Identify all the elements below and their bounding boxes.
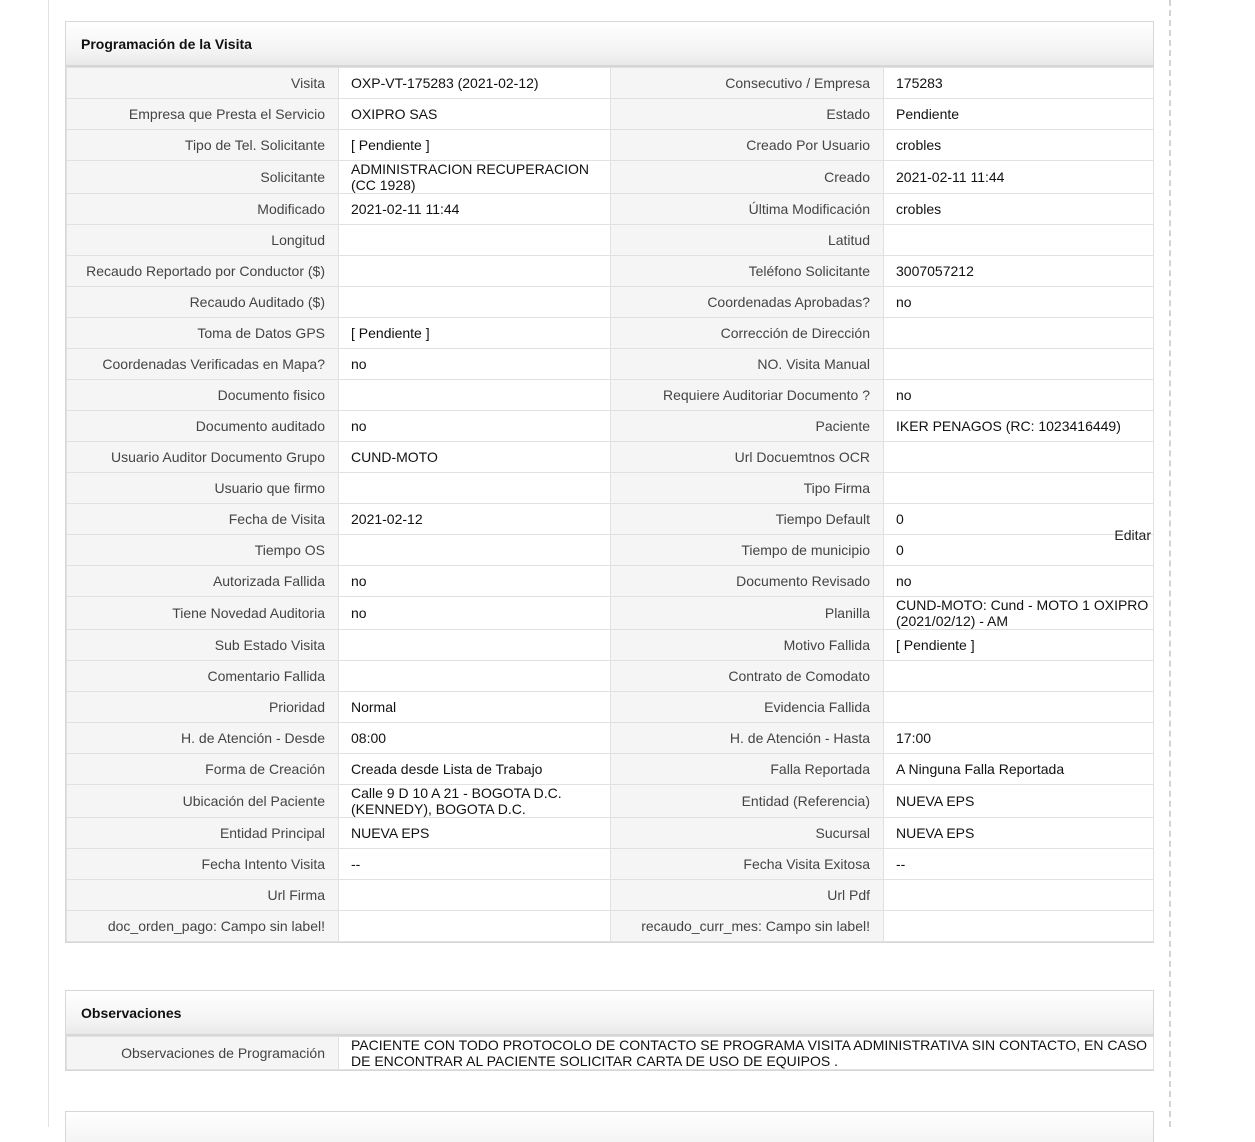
field-value: no — [884, 566, 1154, 597]
field-label: Longitud — [67, 225, 339, 256]
field-value: [ Pendiente ] — [339, 130, 611, 161]
field-value — [884, 225, 1154, 256]
field-value — [884, 318, 1154, 349]
field-value — [339, 911, 611, 942]
detail-row — [67, 130, 1154, 161]
field-label: Documento Revisado — [611, 566, 884, 597]
detail-row — [67, 597, 1154, 630]
detail-row — [67, 287, 1154, 318]
field-label: Usuario Auditor Documento Grupo — [67, 442, 339, 473]
field-value: 0 — [896, 542, 904, 558]
field-value: 08:00 — [339, 723, 611, 754]
field-label: Visita — [67, 68, 339, 99]
field-label: Fecha Visita Exitosa — [611, 849, 884, 880]
field-label: Empresa que Presta el Servicio — [67, 99, 339, 130]
field-label: Planilla — [611, 597, 884, 630]
field-label: Documento fisico — [67, 380, 339, 411]
field-label: NO. Visita Manual — [611, 349, 884, 380]
field-label: Documento auditado — [67, 411, 339, 442]
visit-programming-panel — [65, 21, 1154, 943]
field-value: A Ninguna Falla Reportada — [884, 754, 1154, 785]
detail-row — [67, 661, 1154, 692]
detail-row — [67, 256, 1154, 287]
field-value — [339, 535, 611, 566]
field-value: no — [339, 349, 611, 380]
field-value: OXP-VT-175283 (2021-02-12) — [339, 68, 611, 99]
visit-panel-title: Programación de la Visita — [66, 22, 1153, 67]
field-label: Tiempo Default — [611, 504, 884, 535]
field-value: Calle 9 D 10 A 21 - BOGOTA D.C. (KENNEDY), BOGOTA D.C. — [339, 785, 611, 818]
field-label: Teléfono Solicitante — [611, 256, 884, 287]
field-label: Solicitante — [67, 161, 339, 194]
field-label: Entidad Principal — [67, 818, 339, 849]
detail-row — [67, 442, 1154, 473]
field-value: CUND-MOTO — [339, 442, 611, 473]
field-label: Evidencia Fallida — [611, 692, 884, 723]
field-label: Estado — [611, 99, 884, 130]
field-value — [884, 527, 1154, 566]
detail-row — [67, 818, 1154, 849]
page-left-border — [48, 0, 49, 1127]
field-value: Creada desde Lista de Trabajo — [339, 754, 611, 785]
edit-link[interactable]: Editar — [1114, 527, 1151, 543]
field-label: Falla Reportada — [611, 754, 884, 785]
field-label: Usuario que firmo — [67, 473, 339, 504]
field-value: Pendiente — [884, 99, 1154, 130]
field-value: [ Pendiente ] — [339, 318, 611, 349]
field-value — [339, 225, 611, 256]
field-label: Tiene Novedad Auditoria — [67, 597, 339, 630]
detail-row — [67, 849, 1154, 880]
field-value: crobles — [884, 130, 1154, 161]
field-value — [339, 287, 611, 318]
field-label: Motivo Fallida — [611, 630, 884, 661]
field-label: Coordenadas Aprobadas? — [611, 287, 884, 318]
field-value: -- — [884, 849, 1154, 880]
field-value: 0 — [884, 504, 1154, 535]
field-value: no — [339, 597, 611, 630]
field-value — [884, 692, 1154, 723]
field-value — [339, 661, 611, 692]
detail-row — [67, 504, 1154, 535]
detail-row — [67, 754, 1154, 785]
detail-row — [67, 68, 1154, 99]
field-label: Latitud — [611, 225, 884, 256]
next-panel-header — [66, 1112, 1153, 1142]
detail-row — [67, 411, 1154, 442]
field-label: Corrección de Dirección — [611, 318, 884, 349]
detail-row — [67, 911, 1154, 942]
detail-row — [67, 566, 1154, 597]
visit-details-table — [66, 67, 1154, 942]
field-label: Url Pdf — [611, 880, 884, 911]
observations-panel — [65, 990, 1154, 1071]
field-value — [884, 473, 1154, 504]
field-value — [884, 661, 1154, 692]
field-label: Fecha Intento Visita — [67, 849, 339, 880]
field-label: recaudo_curr_mes: Campo sin label! — [611, 911, 884, 942]
field-label: Url Docuemtnos OCR — [611, 442, 884, 473]
field-label: H. de Atención - Desde — [67, 723, 339, 754]
field-value: -- — [339, 849, 611, 880]
detail-row — [67, 692, 1154, 723]
field-value: 2021-02-11 11:44 — [339, 194, 611, 225]
field-label: Recaudo Reportado por Conductor ($) — [67, 256, 339, 287]
observations-table — [66, 1036, 1154, 1070]
field-label: Requiere Auditoriar Documento ? — [611, 380, 884, 411]
field-label: Tipo de Tel. Solicitante — [67, 130, 339, 161]
field-value — [339, 473, 611, 504]
field-label: Sub Estado Visita — [67, 630, 339, 661]
field-label: Tiempo OS — [67, 535, 339, 566]
detail-row — [67, 318, 1154, 349]
field-label: Tipo Firma — [611, 473, 884, 504]
detail-row — [67, 535, 1154, 566]
field-label: Comentario Fallida — [67, 661, 339, 692]
field-label: Coordenadas Verificadas en Mapa? — [67, 349, 339, 380]
field-value — [884, 911, 1154, 942]
field-value — [884, 349, 1154, 380]
field-label: Creado Por Usuario — [611, 130, 884, 161]
field-value: crobles — [884, 194, 1154, 225]
field-value: 3007057212 — [884, 256, 1154, 287]
field-label: H. de Atención - Hasta — [611, 723, 884, 754]
field-value: OXIPRO SAS — [339, 99, 611, 130]
field-label: Entidad (Referencia) — [611, 785, 884, 818]
page-right-dashed-border — [1169, 0, 1171, 1127]
field-value: CUND-MOTO: Cund - MOTO 1 OXIPRO (2021/02/12) - AM — [884, 597, 1154, 630]
field-value — [339, 380, 611, 411]
detail-row — [67, 473, 1154, 504]
field-value: no — [339, 566, 611, 597]
field-label: Creado — [611, 161, 884, 194]
field-value: no — [884, 380, 1154, 411]
field-label: Ubicación del Paciente — [67, 785, 339, 818]
detail-row — [67, 785, 1154, 818]
detail-row — [67, 161, 1154, 194]
field-value: 175283 — [884, 68, 1154, 99]
field-label: Toma de Datos GPS — [67, 318, 339, 349]
detail-row — [67, 630, 1154, 661]
observations-label: Observaciones de Programación — [67, 1037, 339, 1070]
field-value: no — [339, 411, 611, 442]
field-value: ADMINISTRACION RECUPERACION (CC 1928) — [339, 161, 611, 194]
field-value — [884, 442, 1154, 473]
field-label: Última Modificación — [611, 194, 884, 225]
detail-row — [67, 225, 1154, 256]
field-value: 17:00 — [884, 723, 1154, 754]
field-label: Sucursal — [611, 818, 884, 849]
detail-row — [67, 349, 1154, 380]
field-label: Tiempo de municipio — [611, 535, 884, 566]
observations-panel-title: Observaciones — [66, 991, 1153, 1036]
detail-row — [67, 880, 1154, 911]
field-label: doc_orden_pago: Campo sin label! — [67, 911, 339, 942]
field-value — [339, 880, 611, 911]
detail-row — [67, 380, 1154, 411]
field-label: Recaudo Auditado ($) — [67, 287, 339, 318]
field-value: [ Pendiente ] — [884, 630, 1154, 661]
field-value: NUEVA EPS — [339, 818, 611, 849]
field-value — [339, 630, 611, 661]
field-label: Contrato de Comodato — [611, 661, 884, 692]
field-value: no — [884, 287, 1154, 318]
detail-row — [67, 99, 1154, 130]
field-label: Paciente — [611, 411, 884, 442]
field-value: NUEVA EPS — [884, 785, 1154, 818]
detail-row — [67, 194, 1154, 225]
field-label: Url Firma — [67, 880, 339, 911]
field-value: 2021-02-11 11:44 — [884, 161, 1154, 194]
observations-value: PACIENTE CON TODO PROTOCOLO DE CONTACTO SE PROGRAMA VISITA ADMINISTRATIVA SIN CONTACTO, EN CASO DE ENCONTRAR AL PACIENTE SOLICITAR CARTA DE USO DE EQUIPOS . — [339, 1037, 1154, 1070]
field-value: Normal — [339, 692, 611, 723]
field-label: Prioridad — [67, 692, 339, 723]
field-label: Consecutivo / Empresa — [611, 68, 884, 99]
field-value: NUEVA EPS — [884, 818, 1154, 849]
field-value: 2021-02-12 — [339, 504, 611, 535]
field-value: IKER PENAGOS (RC: 1023416449) — [884, 411, 1154, 442]
field-value — [339, 256, 611, 287]
field-label: Fecha de Visita — [67, 504, 339, 535]
field-label: Forma de Creación — [67, 754, 339, 785]
detail-row — [67, 723, 1154, 754]
field-label: Autorizada Fallida — [67, 566, 339, 597]
field-label: Modificado — [67, 194, 339, 225]
field-value — [884, 880, 1154, 911]
